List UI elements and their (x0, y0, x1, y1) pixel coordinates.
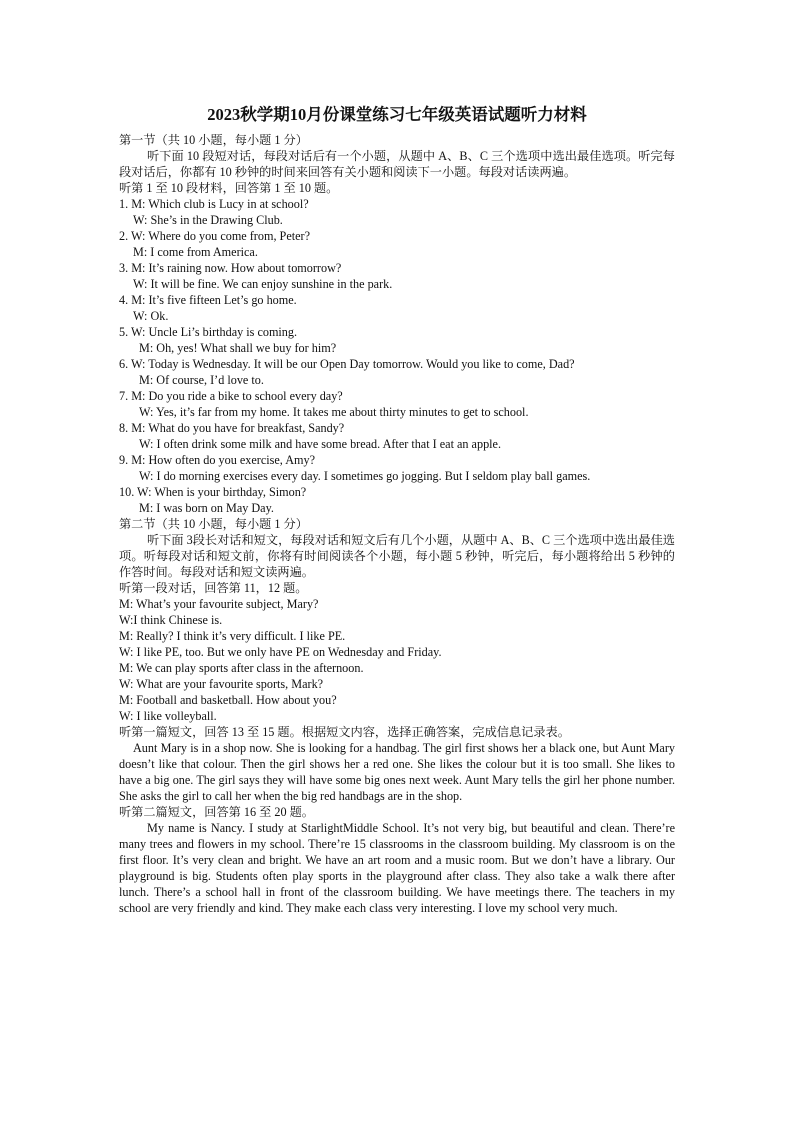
dialogue-line: M: We can play sports after class in the afternoon. (119, 661, 364, 675)
passage1-text: Aunt Mary is in a shop now. She is looking for a handbag. The girl first shows her a black one, but Aunt Mary doesn’t like that colour. Then the girl shows her a red one. She likes the colour but it is too small. She likes to have a big one. The girl says they will have some big ones next week. Aunt Mary tells the girl her phone number. She asks the girl to call her when the big red handbags are in the shop. (119, 741, 675, 803)
dialogue-answer: W: She’s in the Drawing Club. (133, 213, 283, 227)
section1-instructions: 听下面 10 段短对话，每段对话后有一个小题，从题中 A、B、C 三个选项中选出最佳选项。听完每段对话后，你都有 10 秒钟的时间来回答有关小题和阅读下一小题。每段对话读两遍。 (119, 149, 675, 179)
dialogue-answer: M: I was born on May Day. (139, 501, 274, 515)
dialogue-line: W: I like volleyball. (119, 709, 217, 723)
dialogue-line: W: What are your favourite sports, Mark? (119, 677, 324, 691)
dialogue-item (119, 388, 675, 420)
dialogue-item (119, 484, 675, 516)
section1-lead: 听第 1 至 10 段材料，回答第 1 至 10 题。 (119, 181, 339, 195)
dialogue-item (119, 324, 675, 356)
dialogue-answer: M: I come from America. (133, 245, 258, 259)
dialogue-answer: W: I often drink some milk and have some bread. After that I eat an apple. (139, 437, 501, 451)
dialogue-question: 7. M: Do you ride a bike to school every day? (119, 389, 343, 403)
dialogue-item (119, 196, 675, 228)
dialogue-answer: W: It will be fine. We can enjoy sunshine in the park. (133, 277, 393, 291)
dialogue-question: 6. W: Today is Wednesday. It will be our Open Day tomorrow. Would you like to come, Dad? (119, 357, 575, 371)
passage2-text: My name is Nancy. I study at StarlightMiddle School. It’s not very big, but beautiful and clean. There’re many trees and flowers in my school. There’re 15 classrooms in the classroom building. My classroom is on the first floor. It’s very clean and bright. We have an art room and a music room. But we don’t have a library. Our playground is big. Students often play sports in the playground after class. They also take a walk there after lunch. There’s a school hall in front of the classroom building. We have meetings there. The teachers in my school are very friendly and kind. They make each class very interesting. I love my school very much. (119, 821, 675, 915)
dialogue-line: M: What’s your favourite subject, Mary? (119, 597, 319, 611)
section2-heading: 第二节（共 10 小题，每小题 1 分） (119, 517, 308, 531)
dialogue-question: 1. M: Which club is Lucy in at school? (119, 197, 309, 211)
dialogue-line: W: I like PE, too. But we only have PE on Wednesday and Friday. (119, 645, 442, 659)
dialogue-answer: M: Oh, yes! What shall we buy for him? (139, 341, 337, 355)
long-dialogue (119, 596, 675, 724)
section2-instructions: 听下面 3段长对话和短文，每段对话和短文后有几个小题，从题中 A、B、C 三个选项中选出最佳选项。听每段对话和短文前，你将有时间阅读各个小题，每小题 5 秒钟，听完后，每小题将给出 5 秒钟的作答时间。每段对话和短文读两遍。 (119, 533, 675, 579)
dialogue-question: 9. M: How often do you exercise, Amy? (119, 453, 315, 467)
document-page (119, 104, 675, 916)
passage2-lead: 听第二篇短文，回答第 16 至 20 题。 (119, 805, 314, 819)
dialogue-item (119, 452, 675, 484)
dialogue-line: W:I think Chinese is. (119, 613, 223, 627)
dialogue-answer: W: Yes, it’s far from my home. It takes me about thirty minutes to get to school. (139, 405, 529, 419)
dialogue-line: M: Really? I think it’s very difficult. I like PE. (119, 629, 346, 643)
dialogue-question: 4. M: It’s five fifteen Let’s go home. (119, 293, 297, 307)
dialogue-answer: M: Of course, I’d love to. (139, 373, 264, 387)
dialogue-question: 3. M: It’s raining now. How about tomorrow? (119, 261, 342, 275)
dialogue-question: 10. W: When is your birthday, Simon? (119, 485, 307, 499)
dialogue-list (119, 196, 675, 516)
dialogue-question: 8. M: What do you have for breakfast, Sandy? (119, 421, 345, 435)
document-title: 2023秋学期10月份课堂练习七年级英语试题听力材料 (207, 105, 587, 124)
dialogue-item (119, 228, 675, 260)
dialogue-answer: W: Ok. (133, 309, 169, 323)
dialogue-item (119, 420, 675, 452)
dialogue-item (119, 356, 675, 388)
dialogue-answer: W: I do morning exercises every day. I sometimes go jogging. But I seldom play ball games. (139, 469, 591, 483)
dialogue-lead: 听第一段对话，回答第 11，12 题。 (119, 581, 308, 595)
dialogue-item (119, 292, 675, 324)
dialogue-line: M: Football and basketball. How about you? (119, 693, 337, 707)
dialogue-item (119, 260, 675, 292)
dialogue-question: 5. W: Uncle Li’s birthday is coming. (119, 325, 298, 339)
passage1-lead: 听第一篇短文，回答 13 至 15 题。根据短文内容，选择正确答案，完成信息记录表。 (119, 725, 570, 739)
dialogue-question: 2. W: Where do you come from, Peter? (119, 229, 310, 243)
section1-heading: 第一节（共 10 小题，每小题 1 分） (119, 133, 308, 147)
